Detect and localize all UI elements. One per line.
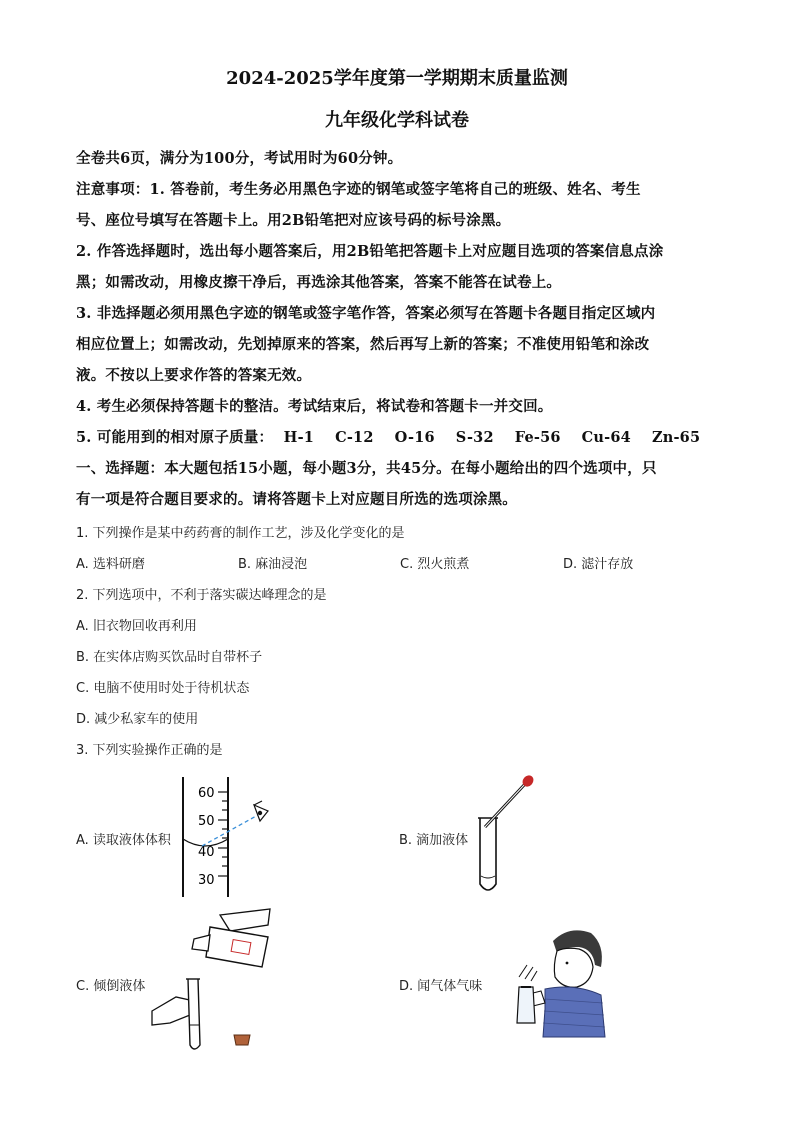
graduated-cylinder-figure xyxy=(180,775,280,900)
reagent-bottle xyxy=(192,927,268,967)
cylinder-tick-50: 50 xyxy=(198,814,215,829)
smelling-gas-figure xyxy=(505,925,610,1040)
paper-title: 2024-2025学年度第一学期期末质量监测 xyxy=(226,68,568,89)
question-3-stem: 3. 下列实验操作正确的是 xyxy=(76,743,223,758)
cylinder-tick-40: 40 xyxy=(198,845,215,860)
note-4: 4. 考生必须保持答题卡的整洁。考试结束后，将试卷和答题卡一并交回。 xyxy=(76,398,553,415)
question-3-option-c: C. 倾倒液体 xyxy=(76,979,146,994)
note-2-line-1: 2. 作答选择题时，选出每小题答案后，用2B铅笔把答题卡上对应题目选项的答案信息点涂 xyxy=(76,243,664,260)
question-1-option-d: D. 滤汁存放 xyxy=(563,557,634,572)
cylinder-tick-60: 60 xyxy=(198,786,215,801)
question-1-option-a: A. 选料研磨 xyxy=(76,557,145,572)
note-1-line-1: 注意事项：1. 答卷前，考生务必用黑色字迹的钢笔或签字笔将自己的班级、姓名、考生 xyxy=(76,181,641,198)
question-2-option-d: D. 减少私家车的使用 xyxy=(76,712,199,727)
note-5-atomic-masses: 5. 可能用到的相对原子质量： H-1 C-12 O-16 S-32 Fe-56 Cu-64 Zn-65 xyxy=(76,429,701,446)
note-3-line-2: 相应位置上；如需改动，先划掉原来的答案，然后再写上新的答案；不准使用铅笔和涂改 xyxy=(76,336,650,353)
note-3-line-3: 液。不按以上要求作答的答案无效。 xyxy=(76,367,312,384)
note-3-line-1: 3. 非选择题必须用黑色字迹的钢笔或签字笔作答，答案必须写在答题卡各题目指定区域内 xyxy=(76,305,656,322)
test-tube xyxy=(480,818,496,890)
note-1-line-2: 号、座位号填写在答题卡上。用2B铅笔把对应该号码的标号涂黑。 xyxy=(76,212,511,229)
note-2-line-2: 黑；如需改动，用橡皮擦干净后，再选涂其他答案，答案不能答在试卷上。 xyxy=(76,274,562,291)
paper-subtitle: 九年级化学科试卷 xyxy=(325,110,469,131)
section-1-heading-line-2: 有一项是符合题目要求的。请将答题卡上对应题目所选的选项涂黑。 xyxy=(76,491,517,508)
gas-bottle xyxy=(517,987,535,1023)
question-2-stem: 2. 下列选项中，不利于落实碳达峰理念的是 xyxy=(76,588,327,603)
question-3-option-a: A. 读取液体体积 xyxy=(76,833,171,848)
shirt xyxy=(543,987,605,1037)
question-3-option-d: D. 闻气体气味 xyxy=(399,979,483,994)
question-1-option-b: B. 麻油浸泡 xyxy=(238,557,308,572)
question-2-option-c: C. 电脑不使用时处于待机状态 xyxy=(76,681,250,696)
waving-motion xyxy=(519,965,537,981)
question-1-option-c: C. 烈火煎煮 xyxy=(400,557,470,572)
exam-intro: 全卷共6页，满分为100分，考试用时为60分钟。 xyxy=(76,150,403,167)
dropper-test-tube-figure xyxy=(470,772,540,902)
question-2-option-b: B. 在实体店购买饮品时自带杯子 xyxy=(76,650,263,665)
cylinder-tick-30: 30 xyxy=(198,873,215,888)
question-3-option-b: B. 滴加液体 xyxy=(399,833,469,848)
upper-hand xyxy=(220,909,270,931)
face xyxy=(554,948,593,987)
pouring-liquid-figure xyxy=(150,905,290,1055)
eye-icon xyxy=(254,801,268,821)
lower-hand xyxy=(152,997,194,1025)
section-1-heading-line-1: 一、选择题：本大题包括15小题，每小题3分，共45分。在每小题给出的四个选项中，只 xyxy=(76,460,657,477)
question-2-option-a: A. 旧衣物回收再利用 xyxy=(76,619,197,634)
question-1-stem: 1. 下列操作是某中药药膏的制作工艺，涉及化学变化的是 xyxy=(76,526,405,541)
stopper xyxy=(234,1035,250,1045)
